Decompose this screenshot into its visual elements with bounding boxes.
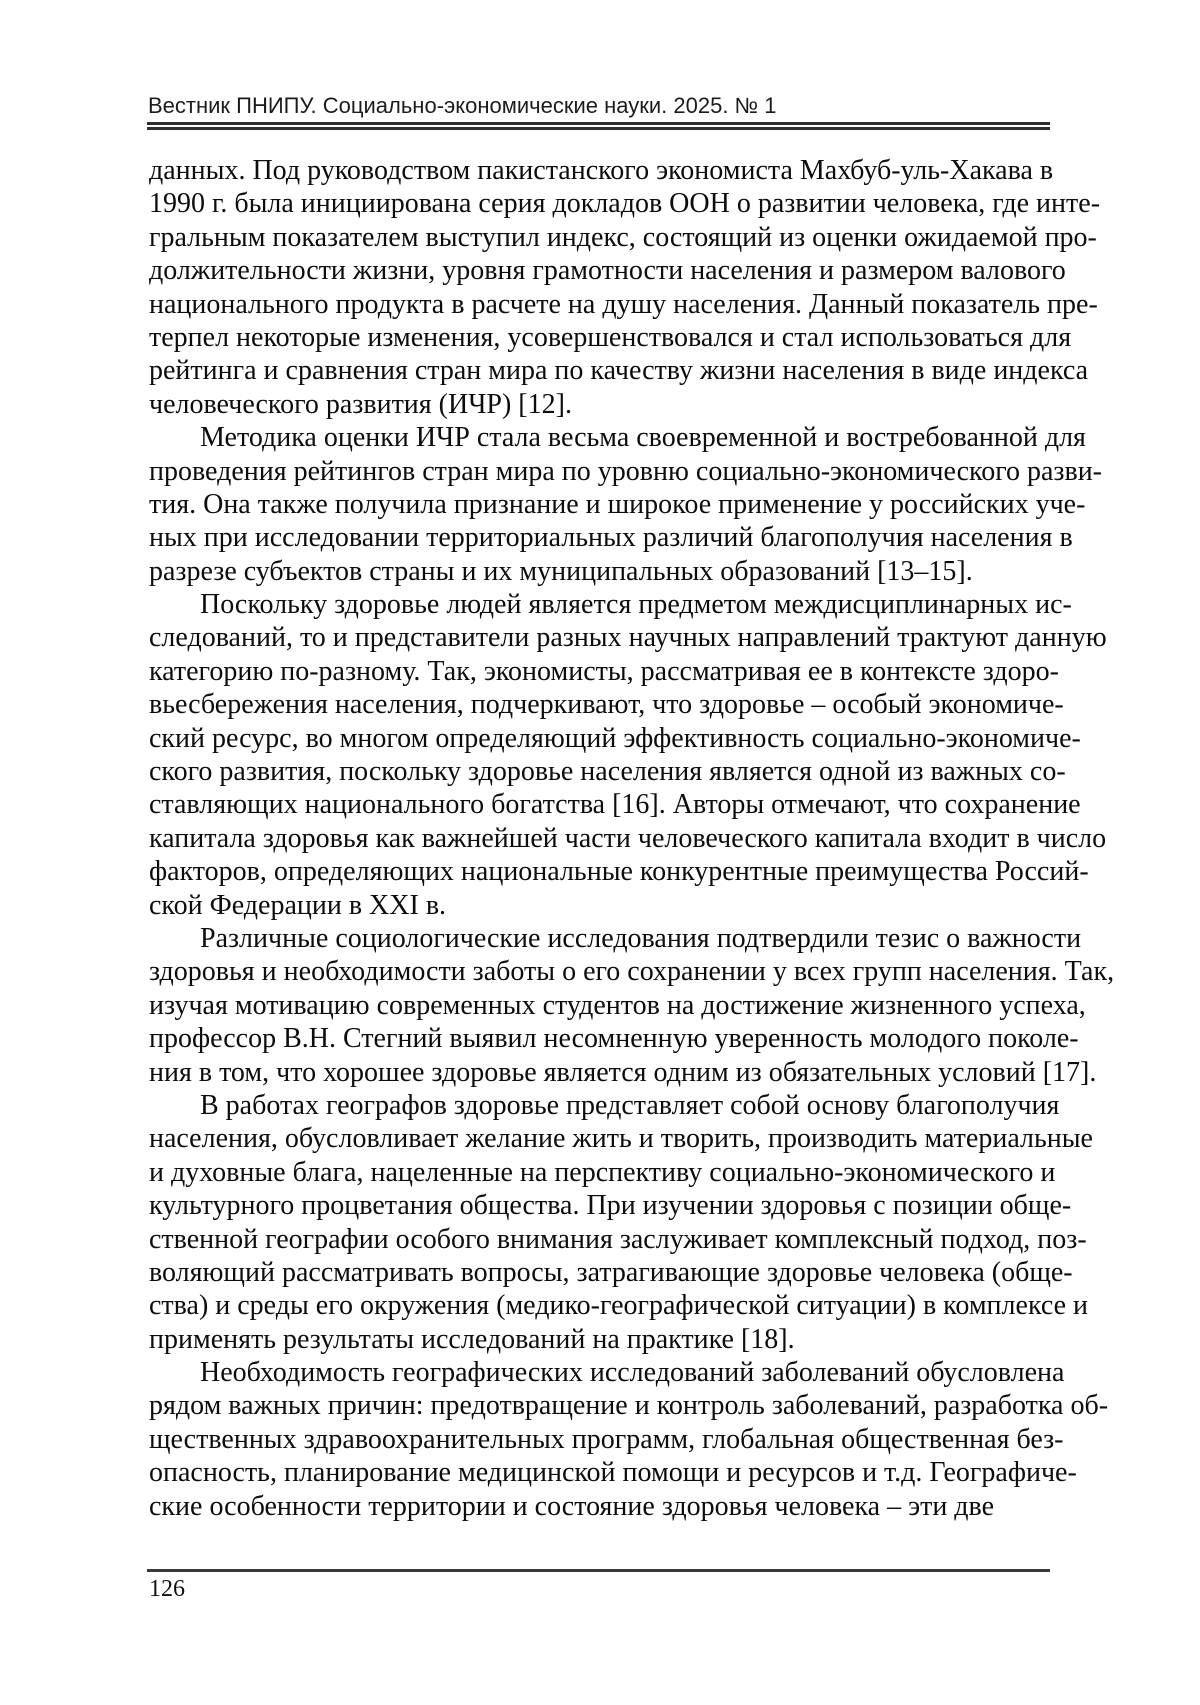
text-line: культурного процветания общества. При изучении здоровья с позиции обще- bbox=[149, 1190, 1072, 1222]
text-line: следований, то и представители разных научных направлений трактуют данную bbox=[149, 622, 1107, 654]
text-line: В работах географов здоровье представляет собой основу благополучия bbox=[200, 1089, 1060, 1121]
text-line: применять результаты исследований на практике [18]. bbox=[149, 1323, 795, 1355]
text-line: факторов, определяющих национальные конкурентные преимущества Россий- bbox=[149, 856, 1089, 888]
text-line: категорию по-разному. Так, экономисты, рассматривая ее в контексте здоро- bbox=[149, 655, 1059, 687]
text-line: ский ресурс, во многом определяющий эффективность социально-экономиче- bbox=[149, 722, 1081, 754]
text-line: гральным показателем выступил индекс, состоящий из оценки ожидаемой про- bbox=[149, 221, 1097, 253]
text-line: населения, обусловливает желание жить и творить, производить материальные bbox=[149, 1123, 1093, 1155]
text-line: человеческого развития (ИЧР) [12]. bbox=[149, 388, 572, 420]
paragraph bbox=[149, 922, 1115, 1089]
text-line: терпел некоторые изменения, усовершенствовался и стал использоваться для bbox=[149, 321, 1072, 353]
page-number: 126 bbox=[149, 1576, 185, 1602]
text-line: ственной географии особого внимания заслуживает комплексный подход, поз- bbox=[149, 1223, 1087, 1255]
text-line: должительности жизни, уровня грамотности населения и размером валового bbox=[149, 255, 1066, 287]
text-line: ства) и среды его окружения (медико-географической ситуации) в комплексе и bbox=[149, 1290, 1089, 1322]
text-line: разрезе субъектов страны и их муниципальных образований [13–15]. bbox=[149, 555, 973, 587]
text-line: проведения рейтингов стран мира по уровню социально-экономического разви- bbox=[149, 455, 1102, 487]
text-line: здоровья и необходимости заботы о его сохранении у всех групп населения. Так, bbox=[149, 956, 1115, 988]
paragraph bbox=[149, 1356, 1109, 1523]
text-line: 1990 г. была инициирована серия докладов ООН о развитии человека, где инте- bbox=[149, 188, 1101, 220]
text-line: национального продукта в расчете на душу населения. Данный показатель пре- bbox=[149, 288, 1098, 320]
text-line: ского развития, поскольку здоровье населения является одной из важных со- bbox=[149, 756, 1066, 788]
text-line: рейтинга и сравнения стран мира по качеству жизни населения в виде индекса bbox=[149, 355, 1089, 387]
text-line: капитала здоровья как важнейшей части человеческого капитала входит в число bbox=[149, 822, 1107, 854]
paragraph bbox=[149, 1089, 1093, 1356]
text-line: Методика оценки ИЧР стала весьма своевременной и востребованной для bbox=[200, 422, 1086, 454]
text-line: ных при исследовании территориальных различий благополучия населения в bbox=[149, 522, 1073, 554]
text-line: изучая мотивацию современных студентов на достижение жизненного успеха, bbox=[149, 989, 1086, 1021]
text-line: данных. Под руководством пакистанского экономиста Махбуб-уль-Хакава в bbox=[149, 155, 1054, 186]
text-line: опасность, планирование медицинской помощи и ресурсов и т.д. Географиче- bbox=[149, 1457, 1077, 1489]
running-header: Вестник ПНИПУ. Социально-экономические науки. 2025. № 1 bbox=[148, 93, 777, 118]
text-line: ские особенности территории и состояние здоровья человека – эти две bbox=[149, 1490, 995, 1522]
paragraph bbox=[149, 154, 1101, 421]
text-line: Поскольку здоровье людей является предметом междисциплинарных ис- bbox=[200, 589, 1072, 621]
text-line: вьесбережения населения, подчеркивают, что здоровье – особый экономиче- bbox=[149, 689, 1064, 721]
text-line: ния в том, что хорошее здоровье является одним из обязательных условий [17]. bbox=[149, 1056, 1097, 1088]
paragraph bbox=[149, 588, 1107, 922]
text-line: рядом важных причин: предотвращение и контроль заболеваний, разработка об- bbox=[149, 1390, 1109, 1422]
text-line: ской Федерации в XXI в. bbox=[149, 889, 447, 921]
header-double-rule bbox=[147, 122, 1050, 130]
text-line: Необходимость географических исследований заболеваний обусловлена bbox=[200, 1357, 1065, 1389]
article-body bbox=[149, 154, 1115, 1523]
text-line: профессор В.Н. Стегний выявил несомненную уверенность молодого поколе- bbox=[149, 1023, 1079, 1055]
text-line: и духовные блага, нацеленные на перспективу социально-экономического и bbox=[149, 1156, 1056, 1188]
footer-rule bbox=[147, 1569, 1050, 1572]
paragraph bbox=[149, 421, 1102, 588]
text-line: щественных здравоохранительных программ, глобальная общественная без- bbox=[149, 1423, 1064, 1455]
text-line: ставляющих национального богатства [16]. Авторы отмечают, что сохранение bbox=[149, 789, 1081, 821]
text-line: воляющий рассматривать вопросы, затрагивающие здоровье человека (обще- bbox=[149, 1256, 1073, 1288]
text-line: тия. Она также получила признание и широкое применение у российских уче- bbox=[149, 488, 1086, 520]
text-line: Различные социологические исследования подтвердили тезис о важности bbox=[200, 922, 1082, 954]
